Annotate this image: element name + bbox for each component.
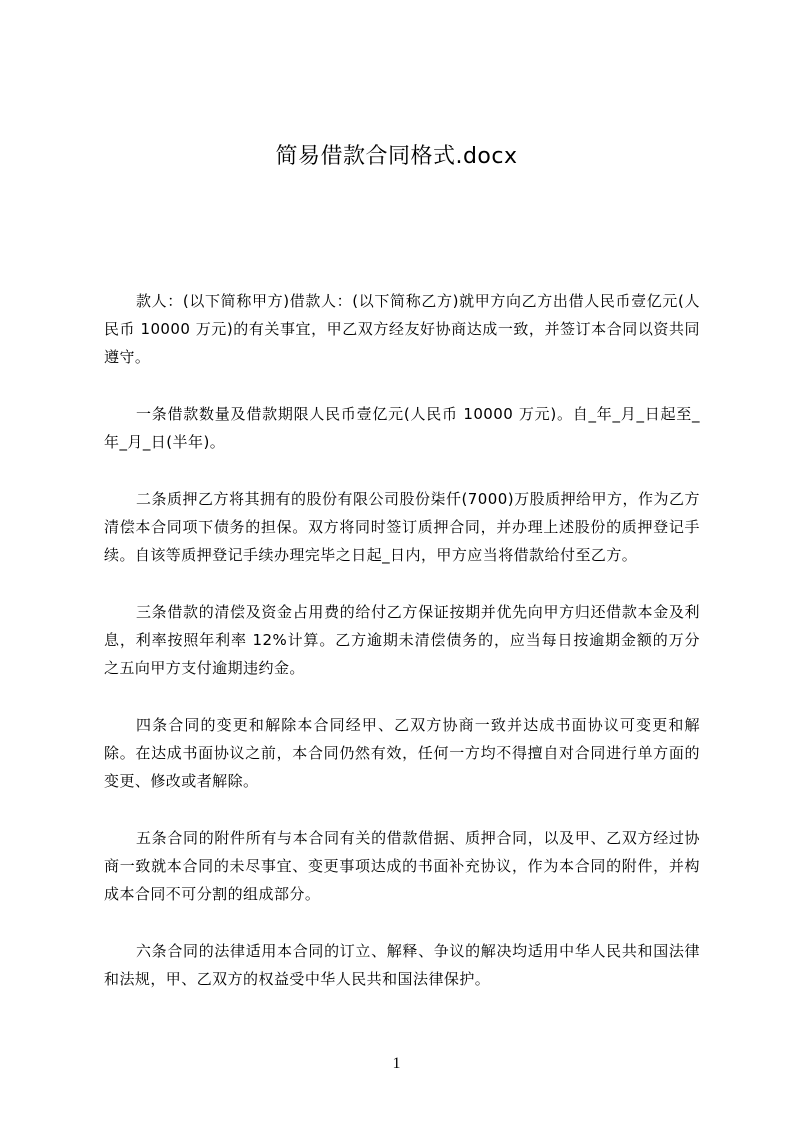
document-title: 简易借款合同格式.docx [275,144,518,169]
page-number: 1 [392,1055,401,1072]
paragraph-article-4: 四条合同的变更和解除本合同经甲、乙双方协商一致并达成书面协议可变更和解除。在达成书面协议之前，本合同仍然有效，任何一方均不得擅自对合同进行单方面的变更、修改或者解除。 [104,716,700,790]
paragraph-article-6: 六条合同的法律适用本合同的订立、解释、争议的解决均适用中华人民共和国法律和法规，甲、乙双方的权益受中华人民共和国法律保护。 [104,942,700,988]
paragraph-article-3: 三条借款的清偿及资金占用费的给付乙方保证按期并优先向甲方归还借款本金及利息，利率按照年利率 12%计算。乙方逾期未清偿债务的，应当每日按逾期金额的万分之五向甲方支付逾期违约金。 [104,603,700,677]
paragraph-article-1: 一条借款数量及借款期限人民币壹亿元(人民币 10000 万元)。自_年_月_日起至_年_月_日(半年)。 [104,405,700,451]
paragraph-article-2: 二条质押乙方将其拥有的股份有限公司股份柒仟(7000)万股质押给甲方，作为乙方清偿本合同项下债务的担保。双方将同时签订质押合同，并办理上述股份的质押登记手续。自该等质押登记手续办理完毕之日起_日内，甲方应当将借款给付至乙方。 [104,490,700,564]
paragraph-intro: 款人：(以下简称甲方)借款人：(以下简称乙方)就甲方向乙方出借人民币壹亿元(人民币 10000 万元)的有关事宜，甲乙双方经友好协商达成一致，并签订本合同以资共同遵守。 [104,292,700,366]
document-body [104,287,700,1022]
paragraph-article-5: 五条合同的附件所有与本合同有关的借款借据、质押合同，以及甲、乙双方经过协商一致就本合同的未尽事宜、变更事项达成的书面补充协议，作为本合同的附件，并构成本合同不可分割的组成部分。 [104,829,700,903]
